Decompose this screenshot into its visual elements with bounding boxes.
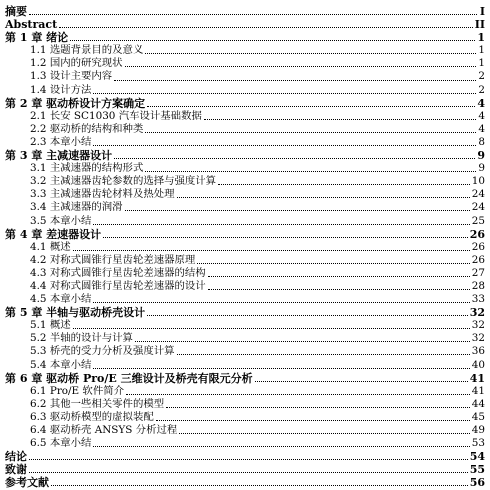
toc-chapter-entry[interactable] — [5, 5, 485, 18]
toc-section-entry[interactable] — [5, 332, 485, 345]
dot-leader — [197, 263, 469, 264]
dot-leader — [145, 53, 476, 54]
dot-leader — [51, 485, 468, 486]
toc-section-entry[interactable] — [5, 44, 485, 57]
toc-page-number: 32 — [469, 306, 485, 320]
toc-page-number: 45 — [471, 410, 485, 423]
dot-leader — [93, 368, 469, 369]
toc-entry-title: 3.3 主减速器齿轮材料及热处理 — [30, 188, 175, 201]
toc-section-entry[interactable] — [5, 280, 485, 293]
toc-page-number: 53 — [471, 437, 485, 450]
dot-leader — [177, 354, 470, 355]
dot-leader — [93, 302, 469, 303]
toc-page-number: II — [474, 18, 485, 32]
toc-page-number: 9 — [478, 162, 485, 175]
dot-leader — [177, 197, 470, 198]
toc-entry-title: 结论 — [5, 450, 27, 464]
toc-section-entry[interactable] — [5, 84, 485, 97]
toc-page-number: 40 — [471, 358, 485, 371]
toc-page-number: 26 — [471, 253, 485, 266]
dot-leader — [114, 80, 476, 81]
toc-section-entry[interactable] — [5, 123, 485, 136]
toc-entry-title: 3.4 主减速器的润滑 — [30, 201, 123, 214]
toc-page-number: 1 — [478, 57, 485, 70]
dot-leader — [125, 210, 470, 211]
toc-page-number: 55 — [469, 463, 485, 477]
toc-entry-title: 5.4 本章小结 — [30, 358, 92, 371]
toc-entry-title: 摘要 — [5, 5, 27, 18]
toc-page-number: 8 — [478, 135, 485, 148]
dot-leader — [179, 433, 470, 434]
toc-section-entry[interactable] — [5, 385, 485, 398]
toc-section-entry[interactable] — [5, 136, 485, 149]
toc-page-number: 26 — [471, 240, 485, 253]
toc-entry-title: 6.4 驱动桥壳 ANSYS 分析过程 — [30, 424, 178, 436]
toc-page-number: 4 — [478, 109, 485, 122]
toc-page-number: 54 — [469, 450, 485, 464]
toc-entry-title: 6.5 本章小结 — [30, 437, 92, 450]
toc-entry-title: 6.2 其他一些相关零件的模型 — [30, 397, 165, 410]
table-of-contents — [5, 5, 485, 489]
toc-entry-title: 5.3 桥壳的受力分析及强度计算 — [30, 345, 175, 358]
dot-leader — [145, 132, 476, 133]
toc-chapter-entry[interactable] — [5, 18, 485, 31]
toc-page-number: 24 — [471, 188, 485, 201]
dot-leader — [166, 407, 470, 408]
toc-entry-title: 第 2 章 驱动桥设计方案确定 — [5, 96, 146, 110]
toc-section-entry[interactable] — [5, 254, 485, 267]
toc-entry-title: 6.1 Pro/E 软件简介 — [30, 384, 124, 397]
toc-chapter-entry[interactable] — [5, 31, 485, 44]
dot-leader — [93, 224, 469, 225]
toc-entry-title: 4.4 对称式圆锥行星齿轮差速器的设计 — [30, 279, 206, 292]
toc-page-number: 9 — [477, 149, 485, 163]
toc-page-number: I — [479, 5, 485, 18]
dot-leader — [125, 66, 477, 67]
toc-section-entry[interactable] — [5, 359, 485, 372]
toc-chapter-entry[interactable] — [5, 476, 485, 489]
toc-page-number: 1 — [478, 44, 485, 57]
toc-page-number: 27 — [471, 266, 485, 279]
toc-entry-title: 第 3 章 主减速器设计 — [5, 149, 113, 163]
toc-entry-title: 3.5 本章小结 — [30, 214, 92, 227]
toc-page-number: 41 — [469, 371, 485, 385]
toc-page-number: 28 — [471, 279, 485, 292]
toc-entry-title: 3.2 主减速器齿轮参数的选择与强度计算 — [30, 175, 217, 188]
dot-leader — [93, 93, 476, 94]
toc-chapter-entry[interactable] — [5, 463, 485, 476]
toc-page-number: 44 — [471, 397, 485, 410]
toc-entry-title: 第 1 章 绪论 — [5, 31, 69, 45]
toc-page-number: 26 — [469, 227, 485, 241]
toc-entry-title: 1.3 设计主要内容 — [30, 70, 113, 83]
toc-page-number: 49 — [471, 424, 485, 436]
toc-page-number: 2 — [478, 83, 485, 96]
dot-leader — [208, 289, 470, 290]
toc-section-entry[interactable] — [5, 175, 485, 188]
toc-page-number: 33 — [471, 293, 485, 306]
dot-leader — [156, 420, 470, 421]
toc-chapter-entry[interactable] — [5, 372, 485, 385]
toc-entry-title: 第 6 章 驱动桥 Pro/E 三维设计及桥壳有限元分析 — [5, 371, 253, 385]
toc-chapter-entry[interactable] — [5, 97, 485, 110]
toc-entry-title: 3.1 主减速器的结构形式 — [30, 162, 144, 175]
toc-entry-title: 1.4 设计方法 — [30, 83, 92, 96]
toc-entry-title: 第 5 章 半轴与驱动桥壳设计 — [5, 306, 146, 320]
toc-chapter-entry[interactable] — [5, 228, 485, 241]
dot-leader — [126, 394, 470, 395]
toc-entry-title: 2.2 驱动桥的结构和种类 — [30, 122, 144, 135]
toc-page-number: 24 — [471, 201, 485, 214]
toc-entry-title: 参考文献 — [5, 476, 49, 490]
toc-chapter-entry[interactable] — [5, 450, 485, 463]
dot-leader — [70, 40, 475, 41]
dot-leader — [93, 446, 469, 447]
toc-entry-title: 4.1 概述 — [30, 240, 71, 253]
toc-page-number: 32 — [471, 319, 485, 332]
toc-section-entry[interactable] — [5, 110, 485, 123]
toc-section-entry[interactable] — [5, 267, 485, 280]
dot-leader — [103, 237, 468, 238]
dot-leader — [147, 315, 468, 316]
toc-page-number: 2 — [478, 70, 485, 83]
toc-entry-title: 1.1 选题背景目的及意义 — [30, 44, 144, 57]
toc-section-entry[interactable] — [5, 345, 485, 358]
toc-entry-title: Abstract — [5, 18, 58, 32]
dot-leader — [73, 250, 470, 251]
toc-page-number: 4 — [478, 122, 485, 135]
toc-section-entry[interactable] — [5, 241, 485, 254]
toc-chapter-entry[interactable] — [5, 149, 485, 162]
toc-section-entry[interactable] — [5, 201, 485, 214]
toc-section-entry[interactable] — [5, 188, 485, 201]
toc-page-number: 41 — [471, 384, 485, 397]
dot-leader — [208, 276, 470, 277]
toc-entry-title: 6.3 驱动桥模型的虚拟装配 — [30, 410, 154, 423]
toc-entry-title: 4.2 对称式圆锥行星齿轮差速器原理 — [30, 253, 196, 266]
dot-leader — [29, 14, 477, 15]
dot-leader — [73, 328, 470, 329]
dot-leader — [59, 27, 473, 28]
toc-page-number: 36 — [471, 345, 485, 358]
toc-section-entry[interactable] — [5, 437, 485, 450]
toc-section-entry[interactable] — [5, 215, 485, 228]
toc-entry-title: 4.3 对称式圆锥行星齿轮差速器的结构 — [30, 266, 206, 279]
dot-leader — [145, 171, 476, 172]
toc-chapter-entry[interactable] — [5, 306, 485, 319]
toc-page-number: 10 — [471, 175, 485, 188]
dot-leader — [29, 472, 468, 473]
toc-entry-title: 2.3 本章小结 — [30, 135, 92, 148]
dot-leader — [114, 158, 475, 159]
toc-page-number: 1 — [477, 31, 485, 45]
toc-page-number: 4 — [477, 96, 485, 110]
toc-page-number: 56 — [469, 476, 485, 490]
toc-page-number: 25 — [471, 214, 485, 227]
toc-entry-title: 致谢 — [5, 463, 27, 477]
toc-entry-title: 1.2 国内的研究现状 — [30, 57, 123, 70]
dot-leader — [93, 145, 476, 146]
dot-leader — [204, 119, 477, 120]
toc-section-entry[interactable] — [5, 70, 485, 83]
toc-section-entry[interactable] — [5, 293, 485, 306]
toc-section-entry[interactable] — [5, 319, 485, 332]
toc-page-number: 32 — [471, 332, 485, 345]
dot-leader — [135, 341, 470, 342]
toc-section-entry[interactable] — [5, 398, 485, 411]
dot-leader — [29, 459, 468, 460]
toc-section-entry[interactable] — [5, 424, 485, 437]
toc-entry-title: 第 4 章 差速器设计 — [5, 227, 102, 241]
toc-section-entry[interactable] — [5, 411, 485, 424]
toc-entry-title: 2.1 长安 SC1030 汽车设计基础数据 — [30, 109, 202, 122]
toc-entry-title: 5.1 概述 — [30, 319, 71, 332]
toc-section-entry[interactable] — [5, 162, 485, 175]
toc-entry-title: 4.5 本章小结 — [30, 293, 92, 306]
toc-section-entry[interactable] — [5, 57, 485, 70]
dot-leader — [218, 184, 470, 185]
dot-leader — [255, 381, 468, 382]
toc-entry-title: 5.2 半轴的设计与计算 — [30, 332, 133, 345]
dot-leader — [147, 106, 475, 107]
